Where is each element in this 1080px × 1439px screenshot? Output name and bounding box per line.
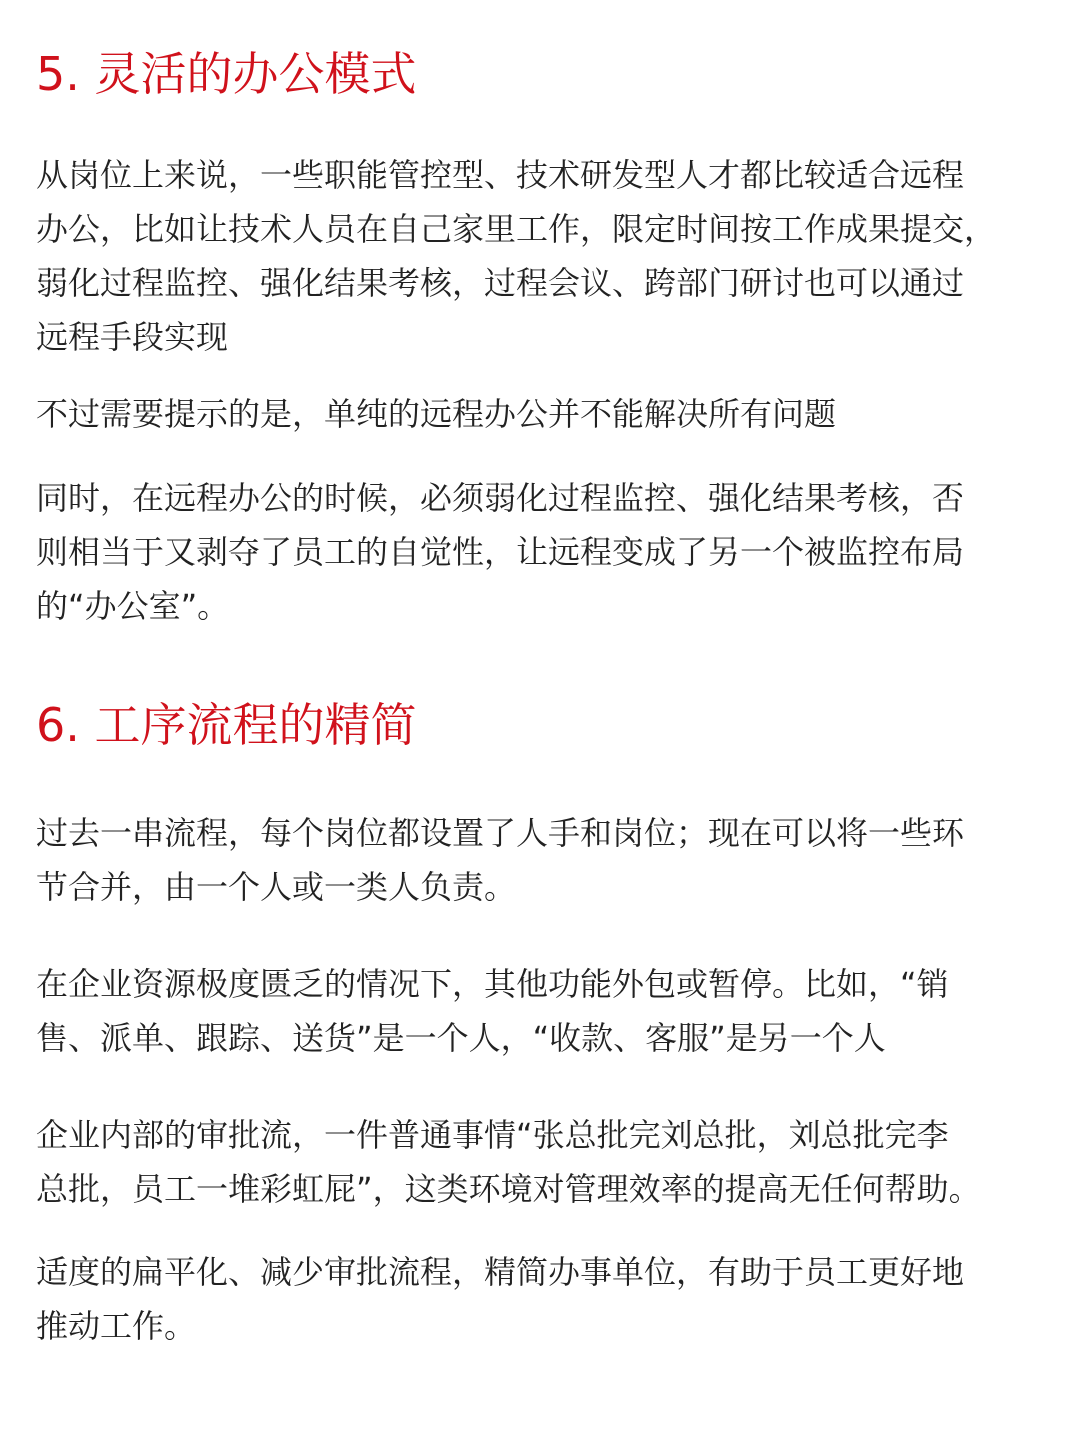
text-line: 的“办公室”。 (36, 587, 230, 625)
section-6-paragraph-3 (36, 1108, 1076, 1216)
section-6-paragraph-2 (36, 957, 1076, 1065)
section-5-paragraph-2 (36, 387, 1076, 441)
text-line: 同时，在远程办公的时候，必须弱化过程监控、强化结果考核，否 (36, 479, 965, 517)
text-line: 远程手段实现 (36, 318, 229, 356)
section-5-heading: 5. 灵活的办公模式 (36, 47, 417, 101)
text-line: 总批，员工一堆彩虹屁”，这类环境对管理效率的提高无任何帮助。 (36, 1170, 981, 1208)
text-line: 企业内部的审批流，一件普通事情“张总批完刘总批，刘总批完李 (36, 1116, 949, 1154)
section-6-paragraph-4 (36, 1245, 1076, 1353)
text-line: 在企业资源极度匮乏的情况下，其他功能外包或暂停。比如，“销 (36, 965, 949, 1003)
section-6-paragraph-1 (36, 806, 1076, 914)
section-5-paragraph-3 (36, 471, 1076, 633)
text-line: 售、派单、跟踪、送货”是一个人，“收款、客服”是另一个人 (36, 1019, 886, 1057)
section-5-paragraph-1 (36, 148, 1076, 364)
text-line: 不过需要提示的是，单纯的远程办公并不能解决所有问题 (36, 395, 837, 433)
text-line: 适度的扁平化、减少审批流程，精简办事单位，有助于员工更好地 (36, 1253, 965, 1291)
text-line: 从岗位上来说，一些职能管控型、技术研发型人才都比较适合远程 (36, 156, 965, 194)
text-line: 推动工作。 (36, 1307, 197, 1345)
text-line: 则相当于又剥夺了员工的自觉性，让远程变成了另一个被监控布局 (36, 533, 965, 571)
text-line: 办公，比如让技术人员在自己家里工作，限定时间按工作成果提交， (36, 210, 997, 248)
text-line: 过去一串流程，每个岗位都设置了人手和岗位；现在可以将一些环 (36, 814, 965, 852)
text-line: 弱化过程监控、强化结果考核，过程会议、跨部门研讨也可以通过 (36, 264, 965, 302)
section-6-heading: 6. 工序流程的精简 (36, 698, 417, 752)
text-line: 节合并，由一个人或一类人负责。 (36, 868, 517, 906)
